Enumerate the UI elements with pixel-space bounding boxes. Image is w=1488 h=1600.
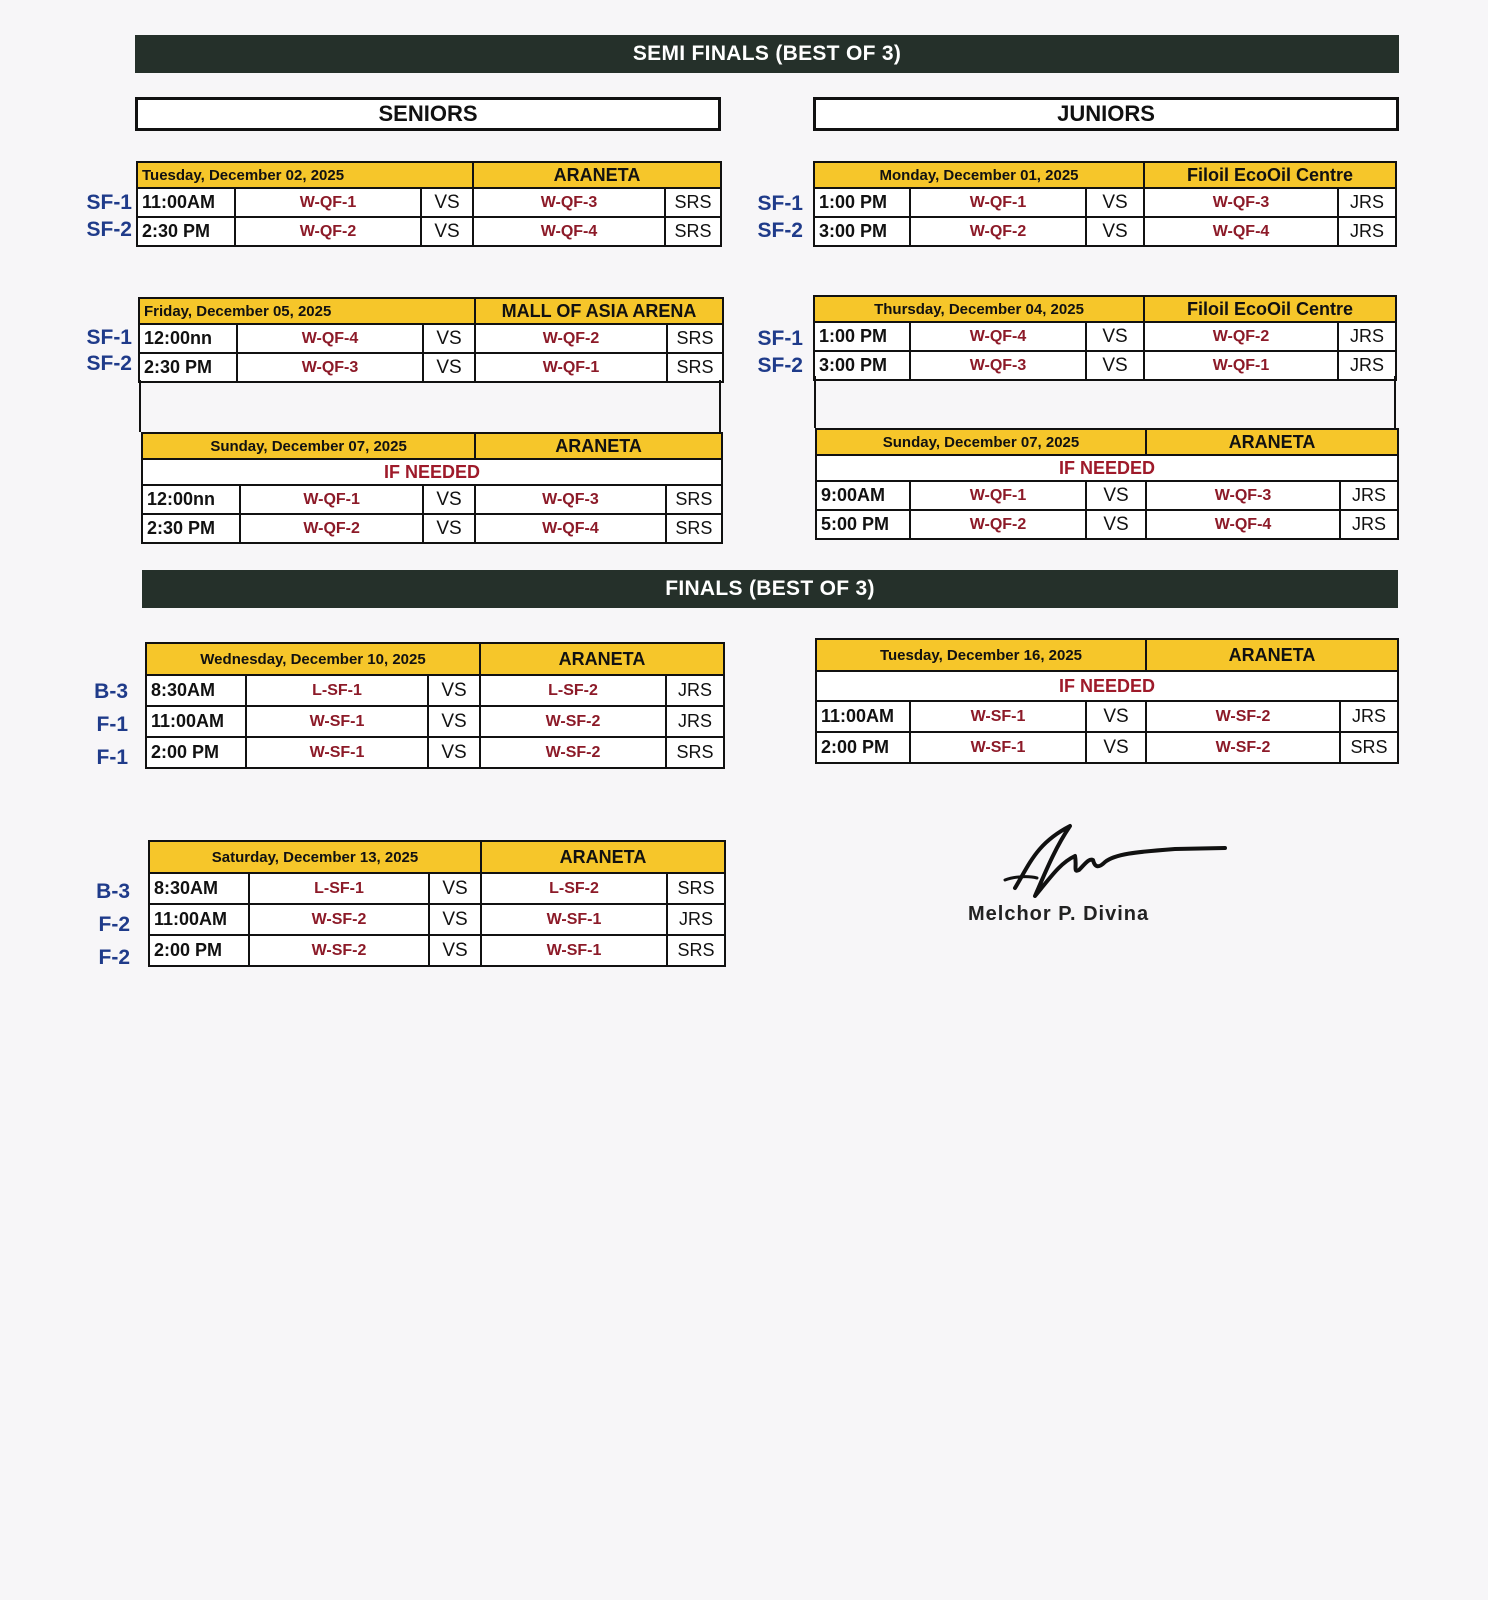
match-date: Friday, December 05, 2025 <box>139 298 475 324</box>
game-label: B-3 <box>96 880 130 903</box>
schedule-block-juniors-dec04 <box>813 295 1397 381</box>
vs-label: VS <box>423 353 475 382</box>
table-row <box>814 322 1396 351</box>
if-needed-label: IF NEEDED <box>142 459 722 485</box>
division-code: JRS <box>1340 701 1398 732</box>
spacer-box <box>814 376 1396 428</box>
game-label: SF-1 <box>757 192 803 215</box>
division-code: SRS <box>666 485 722 514</box>
division-code: SRS <box>665 188 721 217</box>
game-time: 11:00AM <box>146 706 246 737</box>
venue: ARANETA <box>481 841 725 873</box>
team-2: W-SF-2 <box>1146 732 1340 763</box>
game-label: B-3 <box>94 680 128 703</box>
venue: ARANETA <box>475 433 722 459</box>
team-2: W-SF-2 <box>480 737 666 768</box>
team-2: W-QF-1 <box>1144 351 1338 380</box>
schedule-table <box>148 840 726 967</box>
game-time: 3:00 PM <box>814 217 910 246</box>
table-row <box>816 481 1398 510</box>
team-1: W-QF-1 <box>910 188 1086 217</box>
team-1: W-SF-1 <box>246 706 428 737</box>
game-time: 11:00AM <box>137 188 235 217</box>
division-code: SRS <box>667 324 723 353</box>
vs-label: VS <box>429 935 481 966</box>
team-2: W-SF-2 <box>480 706 666 737</box>
vs-label: VS <box>423 324 475 353</box>
division-code: JRS <box>1340 481 1398 510</box>
table-row <box>137 188 721 217</box>
team-2: W-QF-4 <box>473 217 665 246</box>
vs-label: VS <box>421 217 473 246</box>
team-1: W-QF-3 <box>237 353 423 382</box>
vs-label: VS <box>1086 322 1144 351</box>
team-2: W-SF-1 <box>481 935 667 966</box>
schedule-table <box>145 642 725 769</box>
game-time: 2:00 PM <box>149 935 249 966</box>
game-time: 1:00 PM <box>814 322 910 351</box>
game-time: 11:00AM <box>816 701 910 732</box>
game-time: 12:00nn <box>139 324 237 353</box>
vs-label: VS <box>423 485 475 514</box>
game-time: 12:00nn <box>142 485 240 514</box>
venue: MALL OF ASIA ARENA <box>475 298 723 324</box>
team-1: W-QF-2 <box>910 217 1086 246</box>
team-2: W-QF-4 <box>1146 510 1340 539</box>
team-2: L-SF-2 <box>480 675 666 706</box>
schedule-table <box>815 638 1399 764</box>
game-time: 2:30 PM <box>142 514 240 543</box>
schedule-block-juniors-dec01 <box>813 161 1397 247</box>
team-2: W-QF-3 <box>1144 188 1338 217</box>
schedule-block-finals-dec10 <box>145 642 723 769</box>
match-date: Monday, December 01, 2025 <box>814 162 1144 188</box>
game-label: F-2 <box>98 913 130 936</box>
game-label: F-2 <box>98 946 130 969</box>
vs-label: VS <box>1086 481 1146 510</box>
table-row <box>816 701 1398 732</box>
team-1: L-SF-1 <box>249 873 429 904</box>
table-row <box>139 324 723 353</box>
team-2: W-QF-3 <box>475 485 666 514</box>
match-date: Tuesday, December 02, 2025 <box>137 162 473 188</box>
venue: ARANETA <box>473 162 721 188</box>
vs-label: VS <box>1086 351 1144 380</box>
match-date: Wednesday, December 10, 2025 <box>146 643 480 675</box>
team-2: W-SF-2 <box>1146 701 1340 732</box>
schedule-block-seniors-dec07 <box>141 432 723 544</box>
game-label: SF-1 <box>757 327 803 350</box>
team-2: W-QF-2 <box>1144 322 1338 351</box>
game-time: 2:30 PM <box>137 217 235 246</box>
vs-label: VS <box>1086 510 1146 539</box>
signature-icon <box>975 818 1235 908</box>
finals-banner: FINALS (BEST OF 3) <box>142 570 1398 608</box>
schedule-table <box>815 428 1399 540</box>
game-time: 5:00 PM <box>816 510 910 539</box>
table-row <box>146 706 724 737</box>
vs-label: VS <box>1086 701 1146 732</box>
game-label: SF-2 <box>757 354 803 377</box>
division-code: SRS <box>667 873 725 904</box>
game-label: SF-1 <box>86 191 132 214</box>
schedule-block-seniors-dec02 <box>136 161 720 247</box>
game-time: 8:30AM <box>149 873 249 904</box>
venue: ARANETA <box>1146 429 1398 455</box>
division-code: JRS <box>1338 351 1396 380</box>
team-1: W-SF-1 <box>910 732 1086 763</box>
division-code: SRS <box>1340 732 1398 763</box>
division-code: JRS <box>1338 217 1396 246</box>
division-code: JRS <box>1338 322 1396 351</box>
game-time: 3:00 PM <box>814 351 910 380</box>
team-2: W-QF-3 <box>473 188 665 217</box>
team-1: W-QF-4 <box>237 324 423 353</box>
game-label: F-1 <box>96 746 128 769</box>
team-2: W-QF-4 <box>1144 217 1338 246</box>
schedule-block-finals-dec16 <box>815 638 1397 764</box>
table-row <box>814 188 1396 217</box>
match-date: Thursday, December 04, 2025 <box>814 296 1144 322</box>
team-1: W-SF-1 <box>246 737 428 768</box>
match-date: Sunday, December 07, 2025 <box>816 429 1146 455</box>
spacer-box <box>139 380 721 432</box>
schedule-table <box>141 432 723 544</box>
game-time: 2:00 PM <box>146 737 246 768</box>
venue: Filoil EcoOil Centre <box>1144 162 1396 188</box>
team-2: W-QF-4 <box>475 514 666 543</box>
if-needed-label: IF NEEDED <box>816 671 1398 701</box>
team-2: L-SF-2 <box>481 873 667 904</box>
schedule-table <box>138 297 724 383</box>
table-row <box>146 737 724 768</box>
match-date: Tuesday, December 16, 2025 <box>816 639 1146 671</box>
match-date: Sunday, December 07, 2025 <box>142 433 475 459</box>
schedule-block-finals-dec13 <box>148 840 724 967</box>
division-code: SRS <box>666 737 724 768</box>
schedule-block-juniors-dec07 <box>815 428 1397 540</box>
schedule-table <box>813 161 1397 247</box>
division-code: JRS <box>1340 510 1398 539</box>
team-1: W-SF-2 <box>249 904 429 935</box>
signatory-name: Melchor P. Divina <box>968 903 1150 925</box>
team-2: W-QF-1 <box>475 353 667 382</box>
table-row <box>146 675 724 706</box>
table-row <box>816 510 1398 539</box>
division-code: SRS <box>666 514 722 543</box>
game-time: 9:00AM <box>816 481 910 510</box>
team-1: W-QF-1 <box>240 485 423 514</box>
game-label: SF-2 <box>86 352 132 375</box>
vs-label: VS <box>1086 732 1146 763</box>
game-time: 2:30 PM <box>139 353 237 382</box>
venue: Filoil EcoOil Centre <box>1144 296 1396 322</box>
venue: ARANETA <box>480 643 724 675</box>
vs-label: VS <box>421 188 473 217</box>
division-code: SRS <box>667 935 725 966</box>
table-row <box>816 732 1398 763</box>
division-code: JRS <box>666 706 724 737</box>
team-1: W-QF-3 <box>910 351 1086 380</box>
vs-label: VS <box>428 737 480 768</box>
game-label: SF-2 <box>86 218 132 241</box>
game-label: SF-2 <box>757 219 803 242</box>
schedule-table <box>136 161 722 247</box>
table-row <box>142 485 722 514</box>
vs-label: VS <box>423 514 475 543</box>
team-2: W-QF-3 <box>1146 481 1340 510</box>
team-1: W-QF-4 <box>910 322 1086 351</box>
team-1: L-SF-1 <box>246 675 428 706</box>
schedule-table <box>813 295 1397 381</box>
vs-label: VS <box>428 675 480 706</box>
table-row <box>149 904 725 935</box>
division-code: JRS <box>667 904 725 935</box>
if-needed-label: IF NEEDED <box>816 455 1398 481</box>
semi-finals-banner: SEMI FINALS (BEST OF 3) <box>135 35 1399 73</box>
vs-label: VS <box>428 706 480 737</box>
vs-label: VS <box>429 904 481 935</box>
table-row <box>137 217 721 246</box>
vs-label: VS <box>1086 188 1144 217</box>
venue: ARANETA <box>1146 639 1398 671</box>
match-date: Saturday, December 13, 2025 <box>149 841 481 873</box>
table-row <box>149 873 725 904</box>
division-code: SRS <box>667 353 723 382</box>
game-time: 2:00 PM <box>816 732 910 763</box>
game-label: SF-1 <box>86 326 132 349</box>
game-label: F-1 <box>96 713 128 736</box>
schedule-block-seniors-dec05 <box>138 297 722 383</box>
team-1: W-QF-2 <box>910 510 1086 539</box>
game-time: 1:00 PM <box>814 188 910 217</box>
team-1: W-QF-1 <box>910 481 1086 510</box>
table-row <box>139 353 723 382</box>
juniors-header: JUNIORS <box>813 97 1399 131</box>
table-row <box>814 217 1396 246</box>
game-time: 8:30AM <box>146 675 246 706</box>
vs-label: VS <box>1086 217 1144 246</box>
team-1: W-SF-1 <box>910 701 1086 732</box>
table-row <box>149 935 725 966</box>
seniors-header: SENIORS <box>135 97 721 131</box>
team-2: W-SF-1 <box>481 904 667 935</box>
team-1: W-SF-2 <box>249 935 429 966</box>
division-code: JRS <box>1338 188 1396 217</box>
team-1: W-QF-2 <box>240 514 423 543</box>
division-code: SRS <box>665 217 721 246</box>
game-time: 11:00AM <box>149 904 249 935</box>
team-1: W-QF-2 <box>235 217 421 246</box>
team-2: W-QF-2 <box>475 324 667 353</box>
division-code: JRS <box>666 675 724 706</box>
vs-label: VS <box>429 873 481 904</box>
table-row <box>142 514 722 543</box>
team-1: W-QF-1 <box>235 188 421 217</box>
